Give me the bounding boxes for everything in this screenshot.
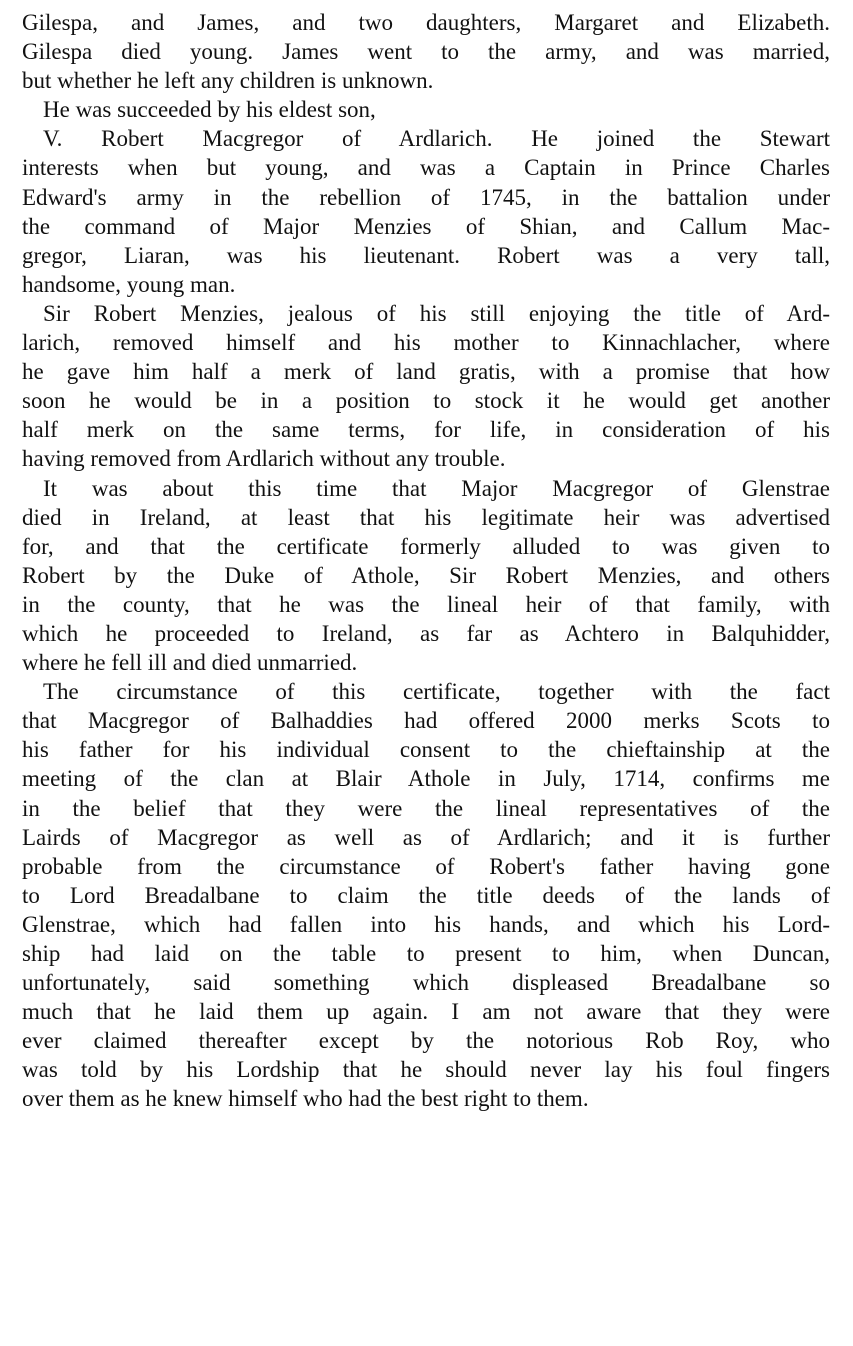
text-line: in the county, that he was the lineal heir of that family, with bbox=[22, 591, 830, 617]
paragraph bbox=[22, 8, 830, 95]
text-line: The circumstance of this certificate, together with the fact bbox=[43, 679, 830, 705]
paragraph bbox=[22, 95, 830, 124]
text-line: unfortunately, said something which displeased Breadalbane so bbox=[22, 970, 830, 996]
text-line: larich, removed himself and his mother to Kinnachlacher, where bbox=[22, 330, 830, 356]
text-line: his father for his individual consent to the chieftainship at the bbox=[22, 737, 830, 763]
text-line: he gave him half a merk of land gratis, with a promise that how bbox=[22, 359, 830, 385]
text-line: but whether he left any children is unknown. bbox=[22, 68, 434, 94]
text-line: Gilespa died young. James went to the army, and was married, bbox=[22, 39, 830, 65]
paragraph bbox=[22, 299, 830, 474]
text-line: soon he would be in a position to stock it he would get another bbox=[22, 388, 830, 414]
text-line: V. Robert Macgregor of Ardlarich. He joined the Stewart bbox=[43, 126, 830, 152]
paragraph bbox=[22, 124, 830, 299]
text-line: Robert by the Duke of Athole, Sir Robert Menzies, and others bbox=[22, 562, 830, 588]
paragraph bbox=[22, 474, 830, 678]
text-line: in the belief that they were the lineal representatives of the bbox=[22, 795, 830, 821]
text-line: died in Ireland, at least that his legitimate heir was advertised bbox=[22, 504, 830, 530]
text-line: Sir Robert Menzies, jealous of his still enjoying the title of Ard- bbox=[43, 300, 830, 326]
text-line: over them as he knew himself who had the best right to them. bbox=[22, 1086, 589, 1112]
text-line: ship had laid on the table to present to him, when Duncan, bbox=[22, 941, 830, 966]
text-line: that Macgregor of Balhaddies had offered 2000 merks Scots to bbox=[22, 708, 830, 734]
text-line: Lairds of Macgregor as well as of Ardlarich; and it is further bbox=[22, 824, 830, 850]
text-line: probable from the circumstance of Robert's father having gone bbox=[22, 853, 830, 879]
text-line: to Lord Breadalbane to claim the title deeds of the lands of bbox=[22, 882, 830, 908]
text-line: was told by his Lordship that he should never lay his foul fingers bbox=[22, 1057, 830, 1083]
book-page bbox=[22, 8, 830, 1114]
text-line: the command of Major Menzies of Shian, and Callum Mac- bbox=[22, 213, 830, 239]
text-line: which he proceeded to Ireland, as far as Achtero in Balquhidder, bbox=[22, 620, 830, 646]
text-line: ever claimed thereafter except by the notorious Rob Roy, who bbox=[22, 1028, 830, 1054]
text-line: He was succeeded by his eldest son, bbox=[43, 97, 376, 123]
text-line: having removed from Ardlarich without any trouble. bbox=[22, 446, 506, 472]
text-line: half merk on the same terms, for life, in consideration of his bbox=[22, 417, 830, 443]
text-line: gregor, Liaran, was his lieutenant. Robert was a very tall, bbox=[22, 242, 830, 268]
text-line: Glenstrae, which had fallen into his hands, and which his Lord- bbox=[22, 911, 830, 937]
text-line: Edward's army in the rebellion of 1745, in the battalion under bbox=[22, 184, 830, 210]
text-line: interests when but young, and was a Captain in Prince Charles bbox=[22, 155, 830, 181]
text-line: handsome, young man. bbox=[22, 271, 236, 297]
text-line: for, and that the certificate formerly alluded to was given to bbox=[22, 533, 830, 559]
text-line: where he fell ill and died unmarried. bbox=[22, 650, 358, 676]
text-line: meeting of the clan at Blair Athole in July, 1714, confirms me bbox=[22, 766, 830, 792]
text-line: It was about this time that Major Macgregor of Glenstrae bbox=[43, 475, 830, 501]
text-line: Gilespa, and James, and two daughters, Margaret and Elizabeth. bbox=[22, 10, 830, 35]
paragraph bbox=[22, 677, 830, 1113]
text-line: much that he laid them up again. I am not aware that they were bbox=[22, 999, 830, 1025]
